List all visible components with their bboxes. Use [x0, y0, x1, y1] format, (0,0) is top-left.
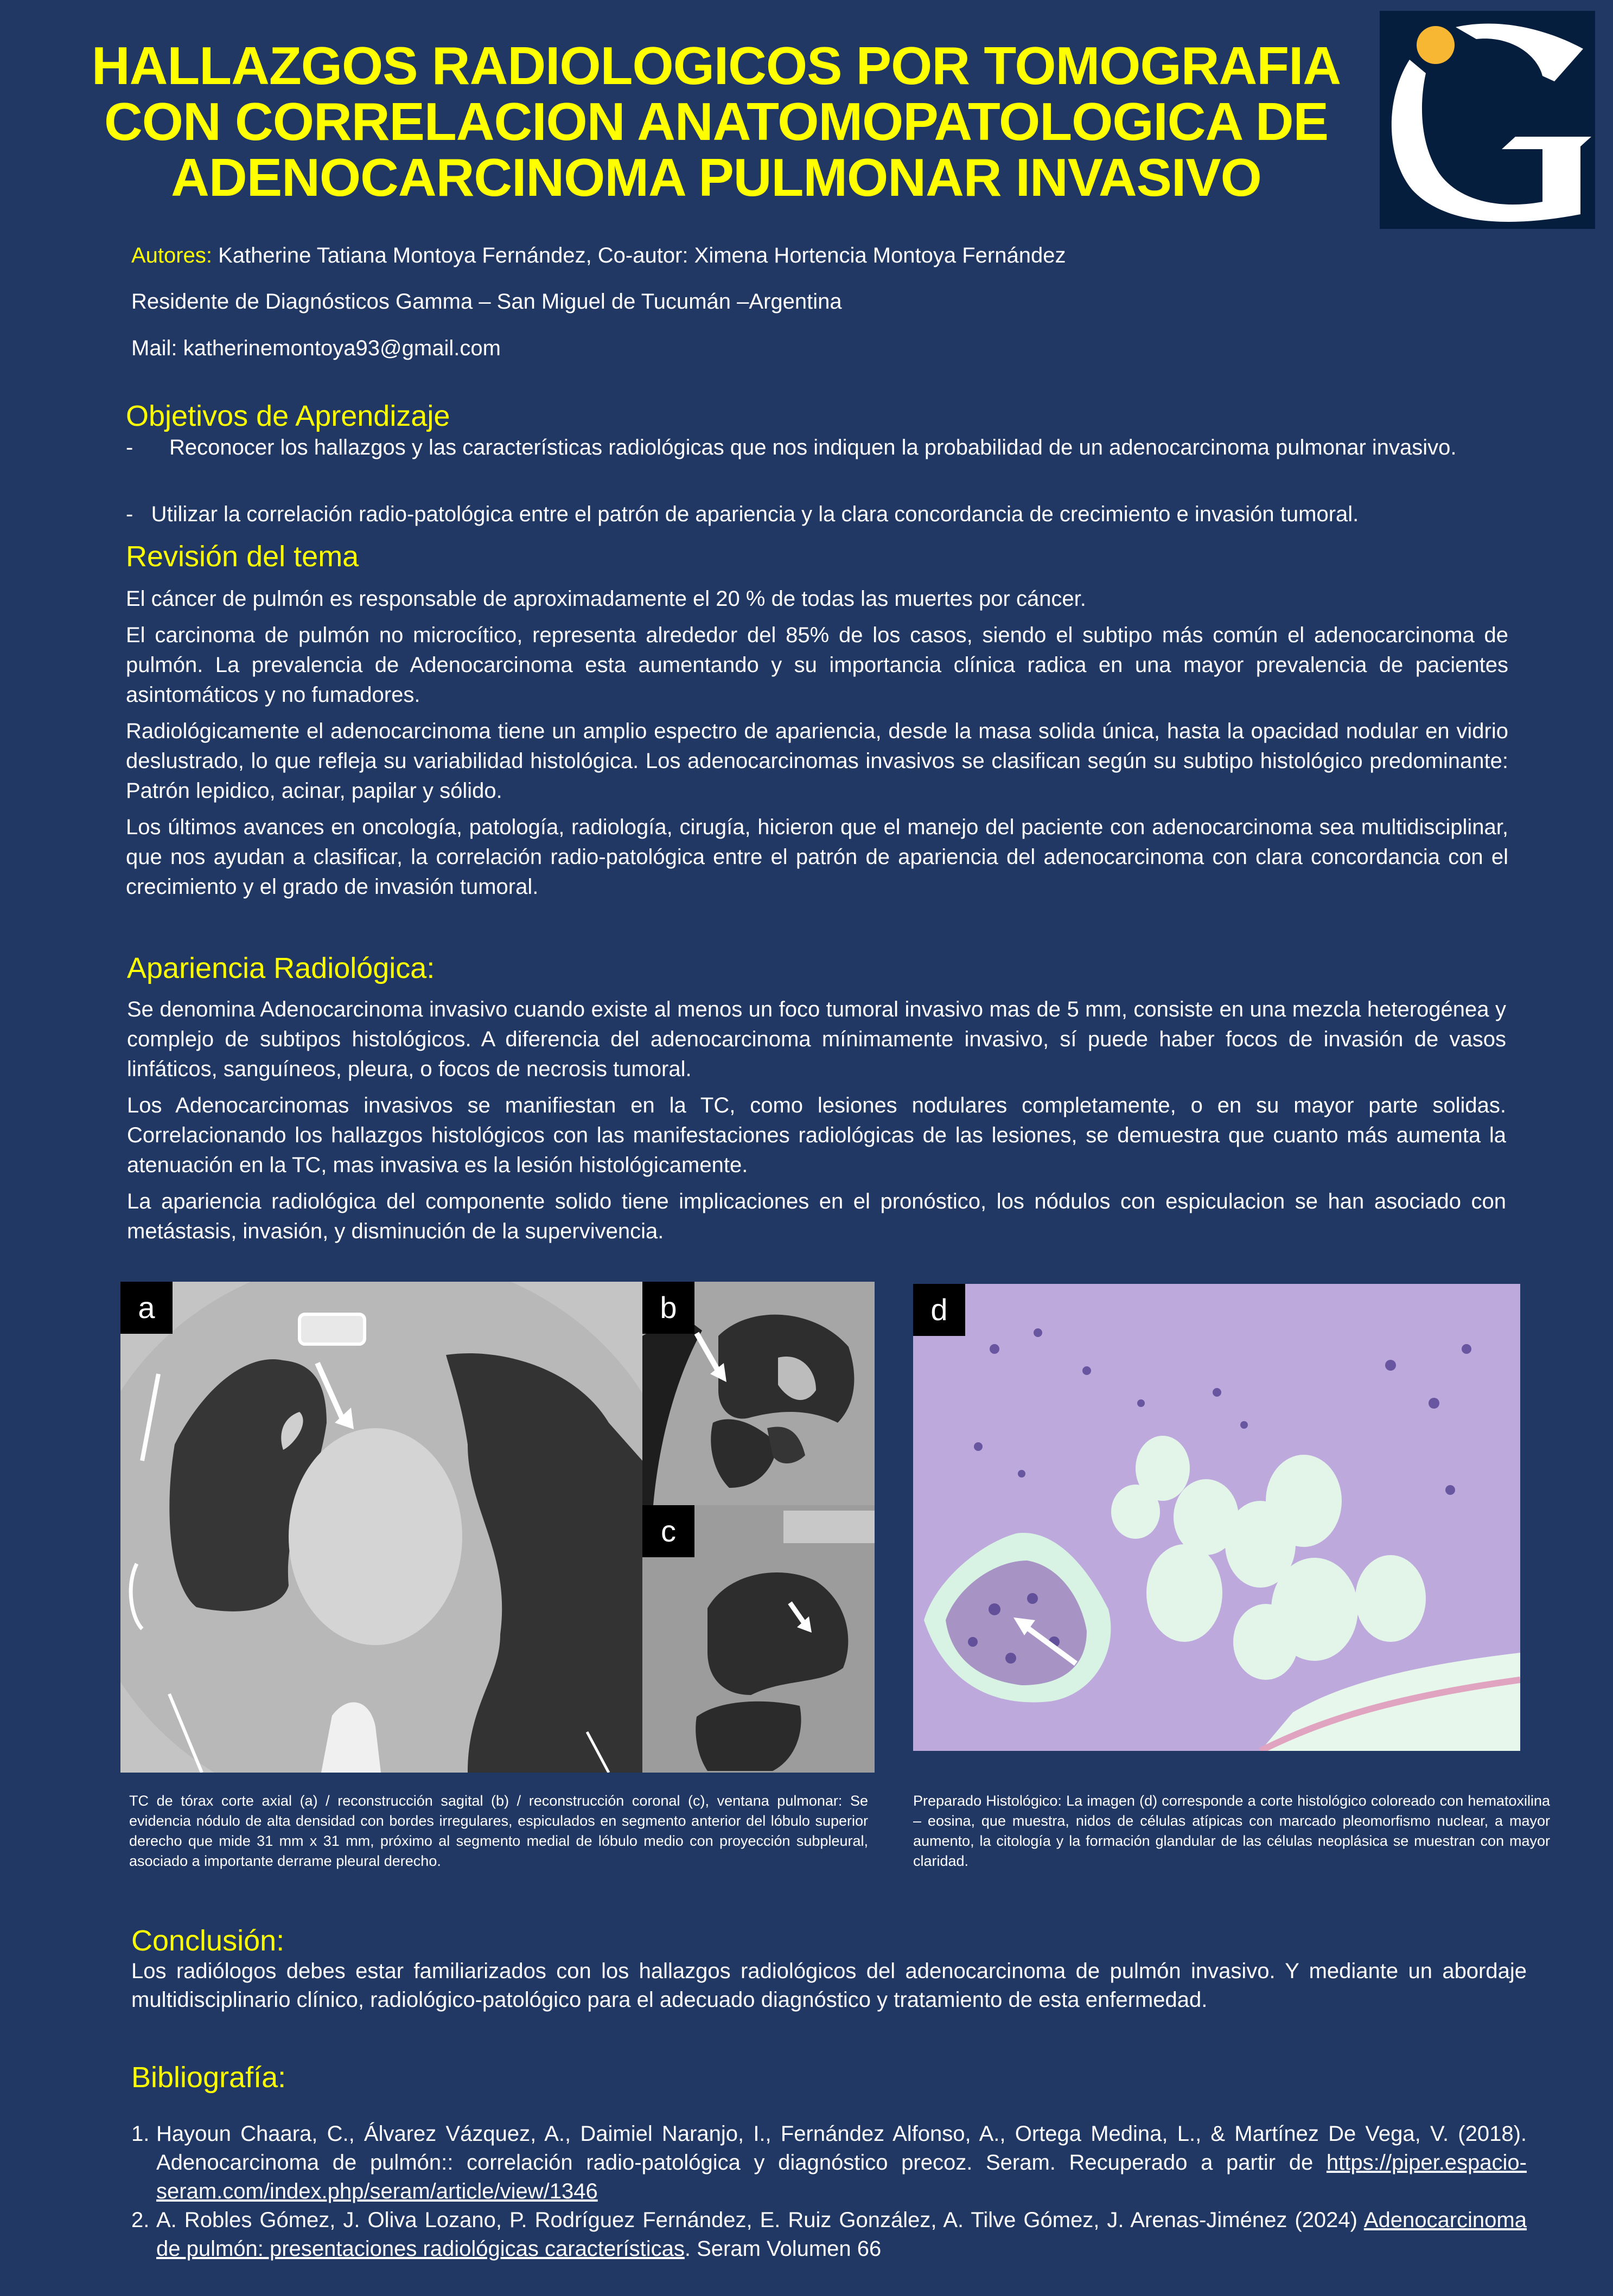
title-line: CON CORRELACION ANATOMOPATOLOGICA DE	[104, 92, 1329, 151]
figure-label-b: b	[642, 1282, 694, 1334]
reference-item	[131, 2206, 1527, 2263]
figure-label-a: a	[120, 1282, 173, 1334]
affiliation: Residente de Diagnósticos Gamma – San Miguel de Tucumán –Argentina	[131, 290, 842, 314]
review-paragraph: Radiológicamente el adenocarcinoma tiene un amplio espectro de apariencia, desde la masa solida única, hasta la opacidad nodular en vidrio deslustrado, lo que refleja su variabilidad histológica. Los adenocarcinomas invasivos se clasifican según su subtipo histológico predominante: Patrón lepidico, acinar, papilar y sólido.	[126, 719, 1508, 803]
author-email[interactable]: Mail: katherinemontoya93@gmail.com	[131, 336, 501, 360]
title-line: ADENOCARCINOMA PULMONAR INVASIVO	[171, 148, 1261, 207]
histology-illustration	[913, 1284, 1520, 1751]
authors-line	[131, 243, 1066, 268]
appearance-section	[127, 995, 1506, 1253]
reference-text: Hayoun Chaara, C., Álvarez Vázquez, A., Daimiel Naranjo, I., Fernández Alfonso, A., Ortega Medina, L., & Martínez De Vega, V. (2018). Adenocarcinoma de pulmón:: correlación radio-patológica y diagnóstico precoz. Seram. Recuperado a partir de	[156, 2122, 1527, 2175]
objective-item: - Reconocer los hallazgos y las características radiológicas que nos indiquen la probabilidad de un adenocarcinoma pulmonar invasivo.	[126, 436, 1457, 459]
ct-axial-image	[120, 1282, 642, 1773]
ct-coronal-image	[642, 1505, 875, 1773]
ct-figure-caption: TC de tórax corte axial (a) / reconstrucción sagital (b) / reconstrucción coronal (c), ventana pulmonar: Se evidencia nódulo de alta densidad con bordes irregulares, espiculados en segmento anterior del lóbulo superior derecho que mide 31 mm x 31 mm, próximo al segmento medial de lóbulo medio con proyección subpleural, asociado a importante derrame pleural derecho.	[129, 1793, 868, 1869]
appearance-heading: Apariencia Radiológica:	[127, 952, 435, 984]
appearance-paragraph: Se denomina Adenocarcinoma invasivo cuando existe al menos un foco tumoral invasivo mas de 5 mm, consiste en una mezcla heterogénea y complejo de subtipos histológicos. A diferencia del adenocarcinoma mínimamente invasivo, sí puede haber focos de invasión de vasos linfáticos, sanguíneos, pleura, o focos de necrosis tumoral.	[127, 997, 1506, 1081]
reference-link[interactable]: Adenocarcinoma de pulmón: presentaciones radiológicas características	[156, 2208, 1527, 2261]
review-section	[126, 584, 1508, 909]
histology-image	[913, 1284, 1520, 1751]
reference-after: . Seram Volumen 66	[684, 2237, 882, 2261]
poster-title	[87, 38, 1346, 206]
review-paragraph: El carcinoma de pulmón no microcítico, representa alrededor del 85% de los casos, siendo el subtipo más común el adenocarcinoma de pulmón. La prevalencia de Adenocarcinoma esta aumentando y su importancia clínica radica en una mayor prevalencia de pacientes asintomáticos y no fumadores.	[126, 623, 1508, 707]
appearance-paragraph: Los Adenocarcinomas invasivos se manifiestan en la TC, como lesiones nodulares completamente, o en su mayor parte solidas. Correlacionando los hallazgos histológicos con las manifestaciones radiológicas de las lesiones, se demuestra que cuanto más aumenta la atenuación en la TC, mas invasiva es la lesión histológicamente.	[127, 1093, 1506, 1177]
bibliography-list	[131, 2120, 1527, 2263]
reference-text: A. Robles Gómez, J. Oliva Lozano, P. Rodríguez Fernández, E. Ruiz González, A. Tilve Gómez, J. Arenas-Jiménez (2024)	[156, 2208, 1364, 2232]
figure-label-d: d	[913, 1284, 965, 1336]
logo-g-icon	[1380, 11, 1595, 229]
objective-item: - Utilizar la correlación radio-patológica entre el patrón de apariencia y la clara concordancia de crecimiento e invasión tumoral.	[126, 502, 1359, 526]
bibliography-heading: Bibliografía:	[131, 2061, 286, 2094]
ct-sagittal-image	[642, 1282, 875, 1505]
review-heading: Revisión del tema	[126, 540, 359, 573]
figure-label-c: c	[642, 1505, 694, 1557]
histology-figure-caption: Preparado Histológico: La imagen (d) corresponde a corte histológico coloreado con hematoxilina – eosina, que muestra, nidos de células atípicas con marcado pleomorfismo nuclear, a mayor aumento, la citología y la formación glandular de las células neoplásica se muestran con mayor claridad.	[913, 1793, 1550, 1869]
appearance-paragraph: La apariencia radiológica del componente solido tiene implicaciones en el pronóstico, los nódulos con espiculacion se han asociado con metástasis, invasión, y disminución de la supervivencia.	[127, 1189, 1506, 1243]
authors-names: Katherine Tatiana Montoya Fernández, Co-autor: Ximena Hortencia Montoya Fernández	[212, 244, 1066, 267]
reference-number: 2.	[131, 2208, 150, 2232]
objectives-heading: Objetivos de Aprendizaje	[126, 400, 450, 432]
conclusion-heading: Conclusión:	[131, 1924, 285, 1957]
ct-axial-illustration	[120, 1282, 642, 1773]
reference-link[interactable]: https://piper.espacio-seram.com/index.php/seram/article/view/1346	[156, 2151, 1527, 2203]
review-paragraph: Los últimos avances en oncología, patología, radiología, cirugía, hicieron que el manejo del paciente con adenocarcinoma sea multidisciplinar, que nos ayudan a clasificar, la correlación radio-patológica entre el patrón de apariencia del adenocarcinoma con clara concordancia con el crecimiento y el grado de invasión tumoral.	[126, 815, 1508, 899]
authors-label: Autores:	[131, 244, 212, 267]
conclusion-text: Los radiólogos debes estar familiarizados con los hallazgos radiológicos del adenocarcinoma de pulmón invasivo. Y mediante un abordaje multidisciplinario clínico, radiológico-patológico para el adecuado diagnóstico y tratamiento de esta enfermedad.	[131, 1959, 1527, 2012]
title-line: HALLAZGOS RADIOLOGICOS POR TOMOGRAFIA	[91, 36, 1341, 95]
reference-number: 1.	[131, 2122, 150, 2146]
reference-item	[131, 2120, 1527, 2206]
gamma-logo	[1380, 11, 1595, 229]
review-paragraph: El cáncer de pulmón es responsable de aproximadamente el 20 % de todas las muertes por cáncer.	[126, 587, 1086, 611]
